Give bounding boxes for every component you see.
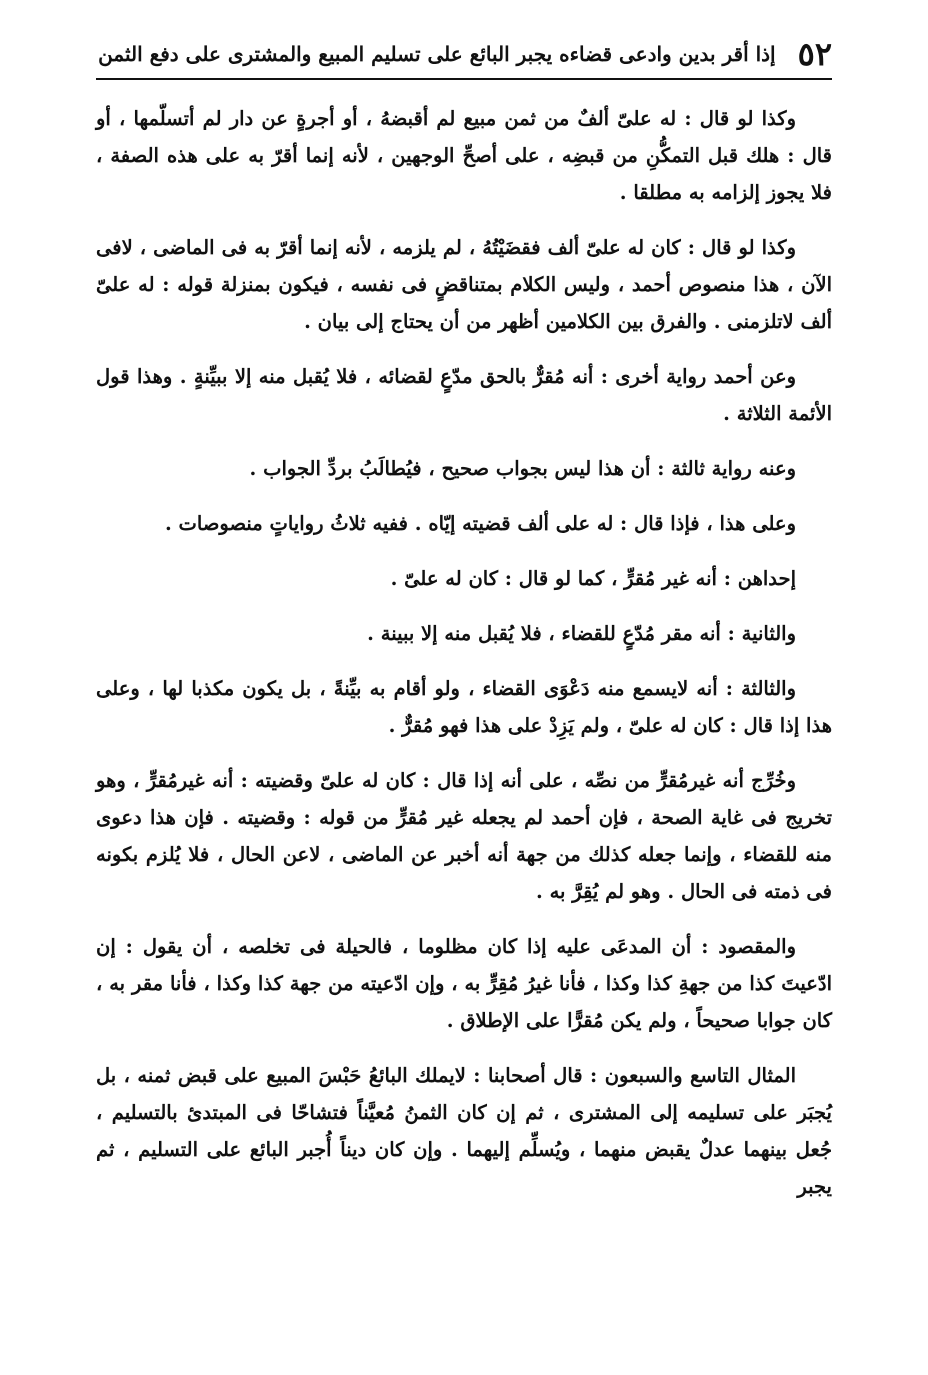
paragraph: وعنه رواية ثالثة : أن هذا ليس بجواب صحيح ، فيُطالَبُ بردِّ الجواب .	[249, 457, 796, 480]
paragraph: والثالثة : أنه لايسمع منه دَعْوَى القضاء ، ولو أقام به بيِّنةً ، بل يكون مكذبا لها ، وعلى هذا إذا قال : كان له علىّ ، ولم يَزِدْ على هذا فهو مُقرٌّ .	[96, 677, 832, 737]
paragraph: وعلى هذا ، فإذا قال : له على ألف قضيته إيّاه . ففيه ثلاثُ رواياتٍ منصوصات .	[164, 512, 796, 535]
paragraph: المثال التاسع والسبعون : قال أصحابنا : لايملك البائعُ حَبْسَ المبيع على قبض ثمنه ، بل يُجبَر على تسليمه إلى المشترى ، ثم إن كان الثمنُ مُعيَّناً فتشاحّا فى المبتدئ بالتسليم ، جُعل بينهما عدلٌ يقبض منهما ، ويُسلِّم إليهما . وإن كان ديناً أُجبر البائع على التسليم ، ثم يجبر	[96, 1064, 832, 1198]
paragraph: وكذا لو قال : له علىّ ألفٌ من ثمن مبيع لم أقبضهُ ، أو أجرةٍ عن دار لم أتسلّمها ، أو قال : هلك قبل التمكُّنِ من قبضِه ، على أصحِّ الوجهين ، لأنه إنما أقرّ به على هذه الصفة ، فلا يجوز إلزامه به مطلقا .	[96, 107, 832, 204]
paragraph: وعن أحمد رواية أخرى : أنه مُقرٌّ بالحق مدّعٍ لقضائه ، فلا يُقبل منه إلا ببيِّنةٍ . وهذا قول الأئمة الثلاثة .	[96, 365, 832, 425]
page-number: ٥٢	[797, 35, 832, 73]
paragraph: والثانية : أنه مقر مُدّعٍ للقضاء ، فلا يُقبل منه إلا ببينة .	[367, 622, 796, 645]
paragraph: والمقصود : أن المدعَى عليه إذا كان مظلوما ، فالحيلة فى تخلصه ، أن يقول : إن ادّعيتَ كذا من جهةِ كذا وكذا ، فأنا غيرُ مُقِرٍّ به ، وإن ادّعيته من جهة كذا وكذا ، فأنا مقر به ، كان جوابا صحيحاً ، ولم يكن مُقرًّا على الإطلاق .	[96, 935, 832, 1032]
running-title: إذا أقر بدين وادعى قضاءه يجبر البائع على تسليم المبيع والمشترى على دفع الثمن	[98, 42, 776, 66]
page-header	[96, 30, 832, 80]
paragraph: وخُرِّج أنه غيرمُقرٍّ من نصِّه ، على أنه إذا قال : كان له علىّ وقضيته : أنه غيرمُقرٍّ ، وهو تخريج فى غاية الصحة ، فإن أحمد لم يجعله غير مُقرٍّ من قوله : وقضيته . فإن هذا دعوى منه للقضاء ، وإنما جعله كذلك من جهة أنه أخبر عن الماضى ، لاعن الحال ، فلا يُلزم بكونه فى ذمته فى الحال . وهو لم يُقِرَّ به .	[96, 769, 832, 903]
body-text	[96, 100, 832, 1223]
paragraph: وكذا لو قال : كان له علىّ ألف فقضَيْتُهُ ، لم يلزمه ، لأنه إنما أقرّ به فى الماضى ، لافى الآن ، هذا منصوص أحمد ، وليس الكلام بمتناقضٍ فى نفسه ، فيكون بمنزلة قوله : له علىّ ألف لاتلزمنى . والفرق بين الكلامين أظهر من أن يحتاج إلى بيان .	[96, 236, 832, 333]
paragraph: إحداهن : أنه غير مُقرٍّ ، كما لو قال : كان له علىّ .	[390, 567, 796, 590]
